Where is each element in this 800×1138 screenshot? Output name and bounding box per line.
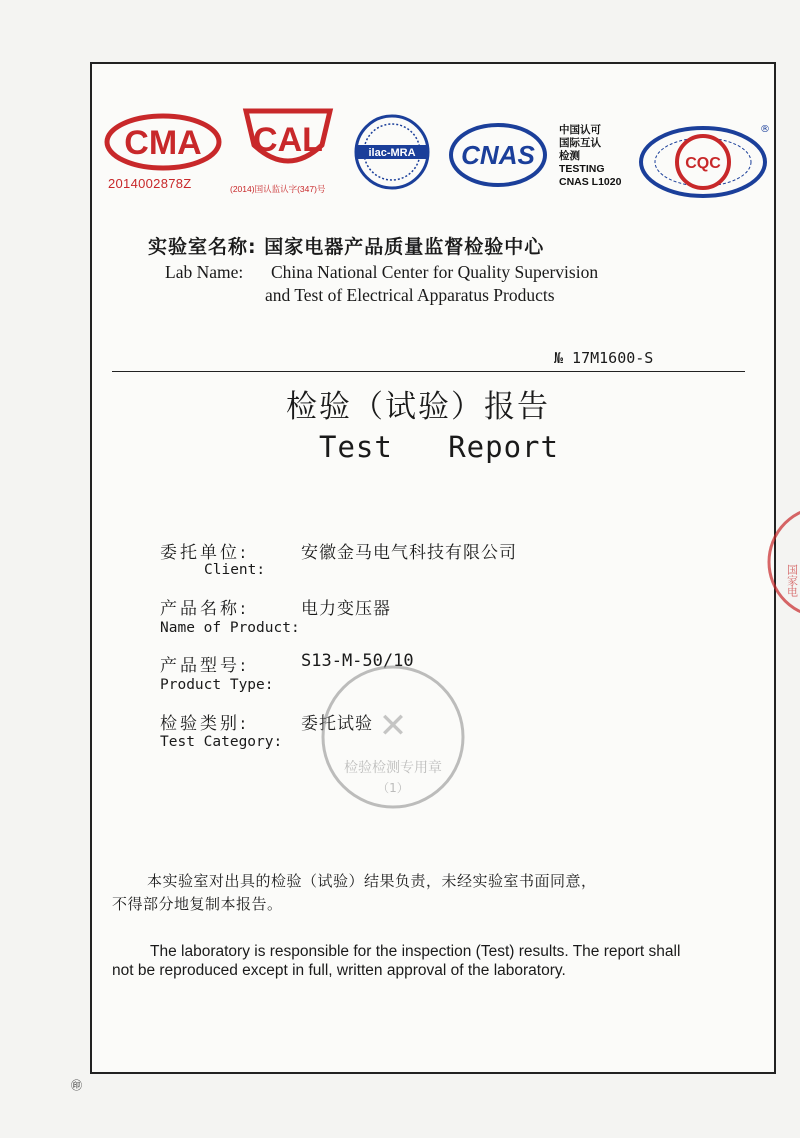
disclaimer-en-line-2: not be reproduced except in full, written approval of the laboratory.: [112, 962, 566, 979]
lab-name-en-line-2: and Test of Electrical Apparatus Products: [265, 285, 555, 305]
disclaimer-cn-line-2: 不得部分地复制本报告。: [112, 895, 283, 913]
product-type-value: S13-M-50/10: [301, 651, 414, 671]
product-name-value: 电力变压器: [301, 599, 391, 619]
title-cn: 检验（试验）报告: [286, 389, 550, 425]
cma-glyph: CMA: [124, 124, 202, 162]
cnas-caption-line-2: 国际互认: [559, 137, 601, 149]
side-stamp: [764, 502, 800, 622]
product-type-label-en: Product Type:: [160, 677, 274, 693]
product-type-label-cn: 产品型号:: [160, 656, 249, 676]
cqc-glyph: CQC: [685, 155, 721, 172]
test-category-label-en: Test Category:: [160, 734, 283, 750]
client-label-en: Client:: [204, 562, 266, 578]
ilac-mra-logo: [353, 112, 431, 192]
cal-logo: [240, 105, 336, 175]
cnas-caption-line-4: TESTING: [559, 163, 605, 175]
product-name-label-en: Name of Product:: [160, 620, 300, 636]
disclaimer-cn-line-1: 本实验室对出具的检验（试验）结果负责，未经实验室书面同意，: [147, 872, 597, 890]
client-value: 安徽金马电气科技有限公司: [301, 543, 517, 563]
cnas-caption-line-5: CNAS L1020: [559, 176, 622, 188]
side-stamp-text: 国家电: [785, 564, 799, 597]
test-category-label-cn: 检验类别:: [160, 714, 249, 734]
cnas-glyph: CNAS: [461, 140, 535, 170]
print-mark: ㊞: [71, 1079, 82, 1092]
lab-name-en-line-1: China National Center for Quality Supervision: [271, 262, 599, 282]
document-border: [90, 62, 776, 1074]
client-label-cn: 委托单位:: [160, 543, 249, 563]
divider-line: [112, 371, 745, 372]
cnas-caption-line-1: 中国认可: [559, 124, 601, 136]
cnas-caption: [559, 124, 621, 189]
test-category-value: 委托试验: [301, 714, 373, 734]
inspection-stamp: [318, 662, 468, 812]
cal-caption: (2014)国认监认字(347)号: [230, 184, 326, 194]
cal-glyph: CAL: [253, 121, 323, 159]
stamp-text: 检验检测专用章: [344, 760, 442, 776]
stamp-number: （1）: [377, 781, 409, 795]
lab-name-cn: 实验室名称: 国家电器产品质量监督检验中心: [148, 236, 545, 258]
report-number: № 17M1600-S: [554, 349, 654, 367]
cnas-logo: [448, 122, 548, 188]
title-en: Test Report: [319, 430, 559, 464]
ilac-glyph: ilac-MRA: [368, 147, 416, 159]
product-name-label-cn: 产品名称:: [160, 599, 249, 619]
svg-text:✕: ✕: [378, 706, 408, 746]
cqc-logo: [636, 122, 770, 200]
registered-mark: ®: [760, 124, 770, 135]
cma-number: 2014002878Z: [108, 176, 192, 191]
cma-logo: [104, 112, 222, 174]
disclaimer-en-line-1: The laboratory is responsible for the inspection (Test) results. The report shall: [150, 943, 681, 960]
cnas-caption-line-3: 检测: [559, 150, 580, 162]
lab-name-en-label: Lab Name:: [165, 262, 244, 282]
